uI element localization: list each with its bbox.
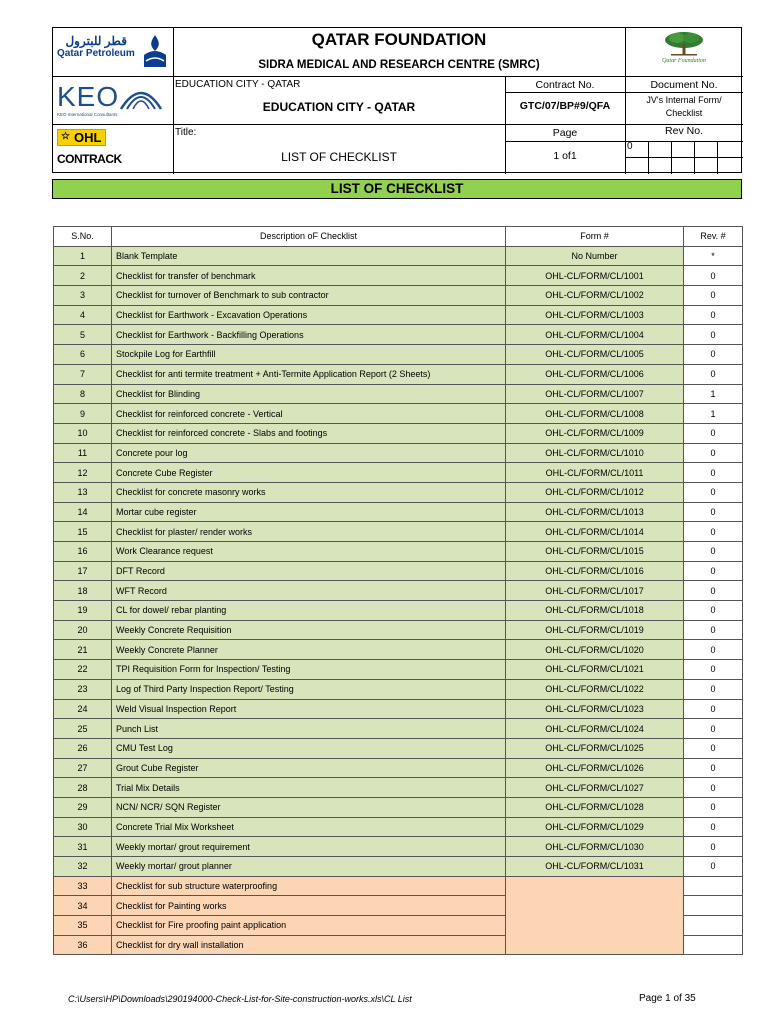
- row-revision: 0: [684, 286, 743, 306]
- row-revision: 0: [684, 581, 743, 601]
- row-description: DFT Record: [112, 561, 506, 581]
- table-row: [54, 345, 743, 365]
- row-revision: 0: [684, 482, 743, 502]
- row-revision: 0: [684, 797, 743, 817]
- row-revision: 0: [684, 679, 743, 699]
- ohl-figure-icon: ☆: [61, 131, 70, 142]
- row-revision: 0: [684, 699, 743, 719]
- row-description: Grout Cube Register: [112, 758, 506, 778]
- table-row: [54, 699, 743, 719]
- row-revision: 0: [684, 305, 743, 325]
- row-number: 20: [54, 620, 112, 640]
- row-form-number: OHL-CL/FORM/CL/1008: [506, 404, 684, 424]
- row-number: 10: [54, 423, 112, 443]
- row-description: Checklist for reinforced concrete - Vertical: [112, 404, 506, 424]
- row-form-number: OHL-CL/FORM/CL/1010: [506, 443, 684, 463]
- table-row: [54, 640, 743, 660]
- row-description: Checklist for concrete masonry works: [112, 482, 506, 502]
- row-revision: 0: [684, 364, 743, 384]
- row-description: Weekly mortar/ grout planner: [112, 857, 506, 877]
- row-description: Concrete Trial Mix Worksheet: [112, 817, 506, 837]
- table-header-row: [54, 227, 743, 247]
- qp-text: Qatar Petroleum: [57, 48, 135, 59]
- footer-file-path: C:\Users\HP\Downloads\290194000-Check-List-for-Site-construction-works.xls\CL List: [68, 994, 412, 1004]
- table-row: [54, 561, 743, 581]
- ohl-contrack-logo: [53, 125, 173, 173]
- row-form-number: OHL-CL/FORM/CL/1016: [506, 561, 684, 581]
- row-number: 29: [54, 797, 112, 817]
- row-number: 24: [54, 699, 112, 719]
- row-form-number: OHL-CL/FORM/CL/1021: [506, 660, 684, 680]
- row-description: Checklist for Earthwork - Backfilling Operations: [112, 325, 506, 345]
- qatar-petroleum-logo: [53, 28, 173, 78]
- qf-script-text: Qatar Foundation: [662, 58, 706, 64]
- row-number: 11: [54, 443, 112, 463]
- rev-no-label: Rev No.: [665, 125, 703, 137]
- row-description: Weld Visual Inspection Report: [112, 699, 506, 719]
- row-revision: *: [684, 246, 743, 266]
- document-no-label: Document No.: [650, 79, 718, 91]
- col-header-description: Description oF Checklist: [112, 227, 506, 247]
- row-form-number: OHL-CL/FORM/CL/1014: [506, 522, 684, 542]
- row-number: 32: [54, 857, 112, 877]
- row-number: 25: [54, 719, 112, 739]
- document-no-line2: Checklist: [665, 108, 703, 118]
- row-revision: 0: [684, 266, 743, 286]
- row-form-number: OHL-CL/FORM/CL/1023: [506, 699, 684, 719]
- table-row: [54, 679, 743, 699]
- row-description: Punch List: [112, 719, 506, 739]
- keo-text: KEO: [57, 81, 120, 112]
- row-revision: 0: [684, 325, 743, 345]
- row-form-number: OHL-CL/FORM/CL/1011: [506, 463, 684, 483]
- row-description: Checklist for sub structure waterproofing: [112, 876, 506, 896]
- table-row: [54, 463, 743, 483]
- row-description: CMU Test Log: [112, 738, 506, 758]
- row-revision: 0: [684, 522, 743, 542]
- row-number: 7: [54, 364, 112, 384]
- table-row: [54, 581, 743, 601]
- row-description: Checklist for turnover of Benchmark to sub contractor: [112, 286, 506, 306]
- row-form-number: OHL-CL/FORM/CL/1002: [506, 286, 684, 306]
- row-number: 23: [54, 679, 112, 699]
- row-number: 6: [54, 345, 112, 365]
- row-number: 18: [54, 581, 112, 601]
- ohl-badge: [57, 129, 106, 146]
- table-row: [54, 738, 743, 758]
- col-header-sno: S.No.: [54, 227, 112, 247]
- project-title: SIDRA MEDICAL AND RESEARCH CENTRE (SMRC): [258, 59, 540, 71]
- row-number: 15: [54, 522, 112, 542]
- row-form-number: OHL-CL/FORM/CL/1006: [506, 364, 684, 384]
- document-header: [52, 27, 742, 173]
- row-description: Checklist for anti termite treatment + Anti-Termite Application Report (2 Sheets): [112, 364, 506, 384]
- row-description: Weekly Concrete Requisition: [112, 620, 506, 640]
- row-description: Checklist for reinforced concrete - Slabs and footings: [112, 423, 506, 443]
- title-label: Title:: [175, 127, 197, 138]
- table-row: [54, 522, 743, 542]
- row-revision: 0: [684, 719, 743, 739]
- row-form-number: OHL-CL/FORM/CL/1031: [506, 857, 684, 877]
- row-number: 26: [54, 738, 112, 758]
- ohl-text: OHL: [74, 130, 102, 145]
- checklist-table: [53, 226, 743, 955]
- row-number: 27: [54, 758, 112, 778]
- contract-no-label: Contract No.: [535, 79, 595, 91]
- row-revision: 0: [684, 640, 743, 660]
- organization-title: QATAR FOUNDATION: [311, 30, 487, 49]
- table-row: [54, 542, 743, 562]
- row-description: CL for dowel/ rebar planting: [112, 601, 506, 621]
- row-revision: 0: [684, 502, 743, 522]
- row-revision: 0: [684, 620, 743, 640]
- row-form-number: OHL-CL/FORM/CL/1024: [506, 719, 684, 739]
- row-number: 34: [54, 896, 112, 916]
- row-revision: 0: [684, 660, 743, 680]
- row-description: Trial Mix Details: [112, 778, 506, 798]
- table-row: [54, 758, 743, 778]
- row-description: Checklist for Blinding: [112, 384, 506, 404]
- rev-no-value: 0: [627, 141, 633, 152]
- row-revision: 0: [684, 423, 743, 443]
- row-form-number: OHL-CL/FORM/CL/1017: [506, 581, 684, 601]
- table-row: [54, 482, 743, 502]
- row-number: 3: [54, 286, 112, 306]
- tree-icon: [663, 30, 705, 56]
- row-revision: 1: [684, 384, 743, 404]
- row-number: 21: [54, 640, 112, 660]
- row-revision: [684, 876, 743, 896]
- row-revision: 0: [684, 345, 743, 365]
- row-number: 19: [54, 601, 112, 621]
- row-form-number: OHL-CL/FORM/CL/1015: [506, 542, 684, 562]
- contract-no-value: GTC/07/BP#9/QFA: [519, 100, 611, 112]
- row-description: Checklist for dry wall installation: [112, 935, 506, 955]
- row-form-number: OHL-CL/FORM/CL/1013: [506, 502, 684, 522]
- row-form-number: [506, 876, 684, 955]
- table-row: [54, 719, 743, 739]
- row-number: 1: [54, 246, 112, 266]
- row-form-number: OHL-CL/FORM/CL/1012: [506, 482, 684, 502]
- row-number: 22: [54, 660, 112, 680]
- row-description: Checklist for Painting works: [112, 896, 506, 916]
- row-description: Concrete pour log: [112, 443, 506, 463]
- row-number: 14: [54, 502, 112, 522]
- row-number: 33: [54, 876, 112, 896]
- row-form-number: OHL-CL/FORM/CL/1005: [506, 345, 684, 365]
- row-number: 2: [54, 266, 112, 286]
- qatar-foundation-logo: [625, 28, 743, 78]
- row-number: 5: [54, 325, 112, 345]
- row-number: 9: [54, 404, 112, 424]
- row-revision: 0: [684, 561, 743, 581]
- row-form-number: OHL-CL/FORM/CL/1019: [506, 620, 684, 640]
- table-row: [54, 660, 743, 680]
- row-description: NCN/ NCR/ SQN Register: [112, 797, 506, 817]
- row-revision: 0: [684, 542, 743, 562]
- qatar-petroleum-emblem-icon: [141, 33, 169, 69]
- row-description: Mortar cube register: [112, 502, 506, 522]
- col-header-rev: Rev. #: [684, 227, 743, 247]
- table-row: [54, 384, 743, 404]
- location-label: EDUCATION CITY - QATAR: [175, 79, 301, 90]
- row-form-number: OHL-CL/FORM/CL/1029: [506, 817, 684, 837]
- table-row: [54, 620, 743, 640]
- row-form-number: OHL-CL/FORM/CL/1003: [506, 305, 684, 325]
- row-description: TPI Requisition Form for Inspection/ Testing: [112, 660, 506, 680]
- table-row: [54, 423, 743, 443]
- row-number: 30: [54, 817, 112, 837]
- table-row: [54, 286, 743, 306]
- table-row: [54, 246, 743, 266]
- row-description: Blank Template: [112, 246, 506, 266]
- row-description: Checklist for transfer of benchmark: [112, 266, 506, 286]
- row-form-number: OHL-CL/FORM/CL/1007: [506, 384, 684, 404]
- table-row: [54, 817, 743, 837]
- keo-subtitle: KEO International Consultants: [57, 112, 118, 117]
- title-value: LIST OF CHECKLIST: [281, 150, 397, 164]
- row-number: 12: [54, 463, 112, 483]
- row-revision: 0: [684, 778, 743, 798]
- row-number: 4: [54, 305, 112, 325]
- table-row: [54, 364, 743, 384]
- row-description: Weekly mortar/ grout requirement: [112, 837, 506, 857]
- row-number: 8: [54, 384, 112, 404]
- row-revision: 1: [684, 404, 743, 424]
- table-row: [54, 601, 743, 621]
- row-form-number: OHL-CL/FORM/CL/1018: [506, 601, 684, 621]
- location-value: EDUCATION CITY - QATAR: [262, 100, 416, 114]
- row-description: Checklist for plaster/ render works: [112, 522, 506, 542]
- table-row: [54, 443, 743, 463]
- col-header-form: Form #: [506, 227, 684, 247]
- row-number: 16: [54, 542, 112, 562]
- row-number: 13: [54, 482, 112, 502]
- row-revision: 0: [684, 758, 743, 778]
- row-description: Checklist for Fire proofing paint application: [112, 916, 506, 936]
- row-revision: [684, 896, 743, 916]
- document-no-value: [625, 94, 743, 120]
- row-revision: 0: [684, 463, 743, 483]
- row-form-number: OHL-CL/FORM/CL/1026: [506, 758, 684, 778]
- row-description: Checklist for Earthwork - Excavation Operations: [112, 305, 506, 325]
- table-row: [54, 305, 743, 325]
- row-form-number: OHL-CL/FORM/CL/1020: [506, 640, 684, 660]
- row-revision: [684, 935, 743, 955]
- document-no-line1: JV's Internal Form/: [646, 95, 722, 105]
- table-row: [54, 857, 743, 877]
- row-revision: 0: [684, 837, 743, 857]
- contrack-text: CONTRACK: [57, 152, 122, 166]
- row-number: 35: [54, 916, 112, 936]
- list-banner: LIST OF CHECKLIST: [52, 179, 742, 199]
- page-label: Page: [552, 127, 578, 139]
- table-row: [54, 778, 743, 798]
- keo-arc-icon: [119, 83, 163, 111]
- table-row: [54, 797, 743, 817]
- row-description: Log of Third Party Inspection Report/ Testing: [112, 679, 506, 699]
- row-description: Concrete Cube Register: [112, 463, 506, 483]
- row-description: Stockpile Log for Earthfill: [112, 345, 506, 365]
- row-form-number: OHL-CL/FORM/CL/1004: [506, 325, 684, 345]
- row-revision: [684, 916, 743, 936]
- table-row: [54, 325, 743, 345]
- row-number: 28: [54, 778, 112, 798]
- row-form-number: OHL-CL/FORM/CL/1025: [506, 738, 684, 758]
- row-number: 17: [54, 561, 112, 581]
- row-description: Work Clearance request: [112, 542, 506, 562]
- row-number: 36: [54, 935, 112, 955]
- page-value: 1 of1: [553, 150, 577, 162]
- row-form-number: OHL-CL/FORM/CL/1027: [506, 778, 684, 798]
- qp-arabic-text: قطر للبترول: [65, 34, 127, 48]
- table-row: [54, 266, 743, 286]
- row-revision: 0: [684, 857, 743, 877]
- footer-page-number: Page 1 of 35: [639, 993, 696, 1004]
- row-form-number: OHL-CL/FORM/CL/1022: [506, 679, 684, 699]
- table-row: [54, 876, 743, 896]
- row-revision: 0: [684, 443, 743, 463]
- row-revision: 0: [684, 738, 743, 758]
- table-row: [54, 502, 743, 522]
- table-row: [54, 404, 743, 424]
- row-revision: 0: [684, 817, 743, 837]
- table-row: [54, 837, 743, 857]
- keo-logo: [53, 78, 173, 125]
- row-form-number: OHL-CL/FORM/CL/1028: [506, 797, 684, 817]
- row-form-number: OHL-CL/FORM/CL/1030: [506, 837, 684, 857]
- row-description: WFT Record: [112, 581, 506, 601]
- row-form-number: OHL-CL/FORM/CL/1001: [506, 266, 684, 286]
- row-description: Weekly Concrete Planner: [112, 640, 506, 660]
- row-number: 31: [54, 837, 112, 857]
- row-revision: 0: [684, 601, 743, 621]
- row-form-number: No Number: [506, 246, 684, 266]
- row-form-number: OHL-CL/FORM/CL/1009: [506, 423, 684, 443]
